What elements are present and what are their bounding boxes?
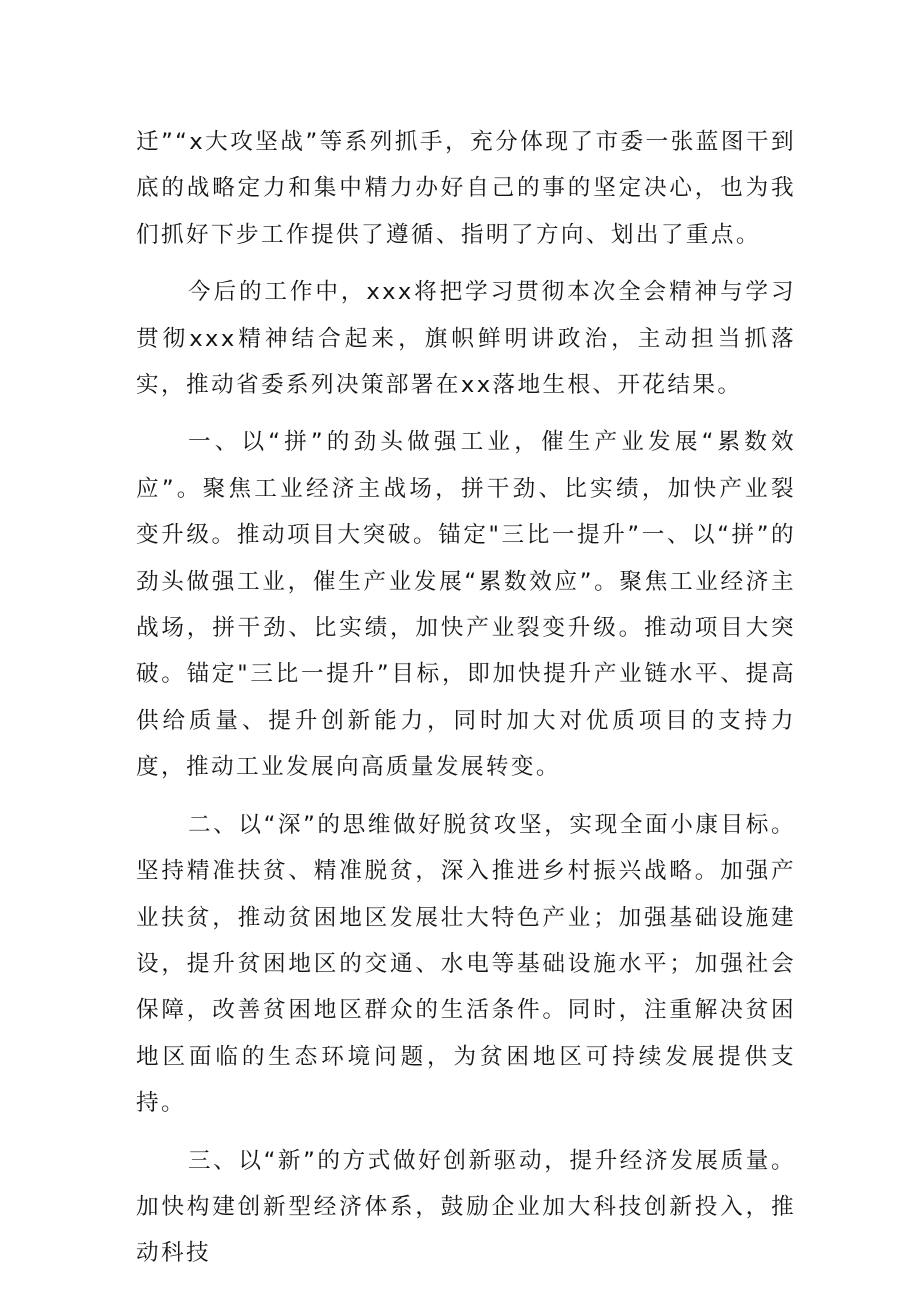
paragraph-section-three: 三、以“新”的方式做好创新驱动，提升经济发展质量。加快构建创新型经济体系，鼓励企业加大科技创新投入，推动科技 bbox=[136, 1147, 796, 1267]
paragraph-section-two: 二、以“深”的思维做好脱贫攻坚，实现全面小康目标。坚持精准扶贫、精准脱贫，深入推进乡村振兴战略。加强产业扶贫，推动贫困地区发展壮大特色产业；加强基础设施建设，提升贫困地区的交通、水电等基础设施水平；加强社会保障，改善贫困地区群众的生活条件。同时，注重解决贫困地区面临的生态环境问题，为贫困地区可持续发展提供支持。 bbox=[136, 811, 796, 1117]
paragraph-intro: 今后的工作中，xxx将把学习贯彻本次全会精神与学习贯彻xxx精神结合起来，旗帜鲜明讲政治，主动担当抓落实，推动省委系列决策部署在xx落地生根、开花结果。 bbox=[136, 279, 796, 399]
paragraph-continuation: 迁”“x大攻坚战”等系列抓手，充分体现了市委一张蓝图干到底的战略定力和集中精力办好自己的事的坚定决心，也为我们抓好下步工作提供了遵循、指明了方向、划出了重点。 bbox=[136, 129, 796, 248]
paragraph-section-one: 一、以“拼”的劲头做强工业，催生产业发展“累数效应”。聚焦工业经济主战场，拼干劲、比实绩，加快产业裂变升级。推动项目大突破。锚定"三比一提升”一、以“拼”的劲头做强工业，催生产业发展“累数效应”。聚焦工业经济主战场，拼干劲、比实绩，加快产业裂变升级。推动项目大突破。锚定"三比一提升”目标，即加快提升产业链水平、提高供给质量、提升创新能力，同时加大对优质项目的支持力度，推动工业发展向高质量发展转变。 bbox=[136, 429, 796, 781]
document-body bbox=[136, 119, 796, 1288]
